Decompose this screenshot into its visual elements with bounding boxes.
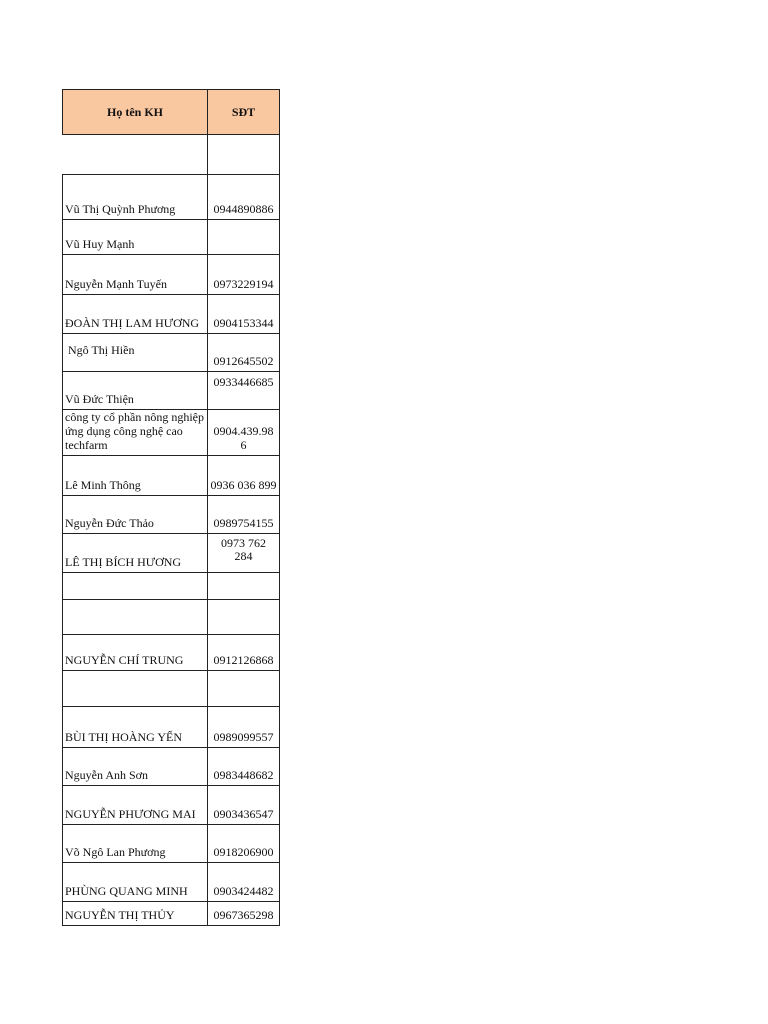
phone-cell[interactable]: 0973 762 284 [208, 534, 280, 573]
phone-cell[interactable] [208, 600, 280, 635]
name-cell[interactable]: Nguyễn Đức Thảo [63, 496, 208, 534]
phone-cell[interactable] [208, 671, 280, 707]
phone-cell[interactable]: 0904.439.98 6 [208, 410, 280, 456]
table-row [63, 748, 280, 786]
name-cell[interactable]: Vũ Đức Thiện [63, 372, 208, 410]
name-cell[interactable]: LÊ THỊ BÍCH HƯƠNG [63, 534, 208, 573]
table-row [63, 295, 280, 334]
customer-sheet [62, 89, 279, 926]
name-cell[interactable]: Nguyễn Mạnh Tuyến [63, 255, 208, 295]
table-row [63, 410, 280, 456]
phone-cell[interactable] [208, 573, 280, 600]
name-cell[interactable]: Vũ Huy Mạnh [63, 220, 208, 255]
table-row [63, 372, 280, 410]
name-cell[interactable]: Ngô Thị Hiền [63, 334, 208, 372]
table-row [63, 534, 280, 573]
phone-cell[interactable]: 0989754155 [208, 496, 280, 534]
table-row [63, 671, 280, 707]
customer-table [62, 89, 280, 926]
table-row [63, 863, 280, 902]
name-cell[interactable]: ĐOÀN THỊ LAM HƯƠNG [63, 295, 208, 334]
name-cell[interactable]: công ty cổ phần nông nghiệp ứng dụng công nghệ cao techfarm [63, 410, 208, 456]
name-cell[interactable] [63, 135, 208, 175]
table-row [63, 573, 280, 600]
table-row [63, 902, 280, 926]
name-cell[interactable] [63, 671, 208, 707]
phone-cell[interactable]: 0944890886 [208, 175, 280, 220]
name-cell[interactable]: BÙI THỊ HOÀNG YẾN [63, 707, 208, 748]
name-cell[interactable]: Lê Minh Thông [63, 456, 208, 496]
name-cell[interactable] [63, 600, 208, 635]
table-row [63, 707, 280, 748]
table-row [63, 600, 280, 635]
phone-cell[interactable]: 0933446685 [208, 372, 280, 410]
name-cell[interactable]: NGUYỄN PHƯƠNG MAI [63, 786, 208, 825]
phone-cell[interactable]: 0936 036 899 [208, 456, 280, 496]
name-cell[interactable]: Võ Ngô Lan Phương [63, 825, 208, 863]
phone-cell[interactable]: 0973229194 [208, 255, 280, 295]
header-name[interactable]: Họ tên KH [63, 90, 208, 135]
table-row [63, 635, 280, 671]
name-cell[interactable]: Nguyễn Anh Sơn [63, 748, 208, 786]
name-cell[interactable]: NGUYỄN CHÍ TRUNG [63, 635, 208, 671]
table-row [63, 496, 280, 534]
header-phone[interactable]: SĐT [208, 90, 280, 135]
phone-cell[interactable] [208, 135, 280, 175]
table-row [63, 786, 280, 825]
name-cell[interactable]: Vũ Thị Quỳnh Phương [63, 175, 208, 220]
table-row [63, 220, 280, 255]
phone-cell[interactable]: 0918206900 [208, 825, 280, 863]
phone-cell[interactable]: 0904153344 [208, 295, 280, 334]
phone-cell[interactable]: 0903424482 [208, 863, 280, 902]
phone-cell[interactable]: 0903436547 [208, 786, 280, 825]
table-row [63, 456, 280, 496]
phone-cell[interactable] [208, 220, 280, 255]
header-row [63, 90, 280, 135]
name-cell[interactable] [63, 573, 208, 600]
phone-cell[interactable]: 0983448682 [208, 748, 280, 786]
table-row [63, 175, 280, 220]
phone-cell[interactable]: 0989099557 [208, 707, 280, 748]
table-row [63, 825, 280, 863]
table-row [63, 135, 280, 175]
table-row [63, 334, 280, 372]
phone-cell[interactable]: 0967365298 [208, 902, 280, 926]
table-row [63, 255, 280, 295]
name-cell[interactable]: NGUYỄN THỊ THỦY [63, 902, 208, 926]
phone-cell[interactable]: 0912126868 [208, 635, 280, 671]
name-cell[interactable]: PHÙNG QUANG MINH [63, 863, 208, 902]
phone-cell[interactable]: 0912645502 [208, 334, 280, 372]
